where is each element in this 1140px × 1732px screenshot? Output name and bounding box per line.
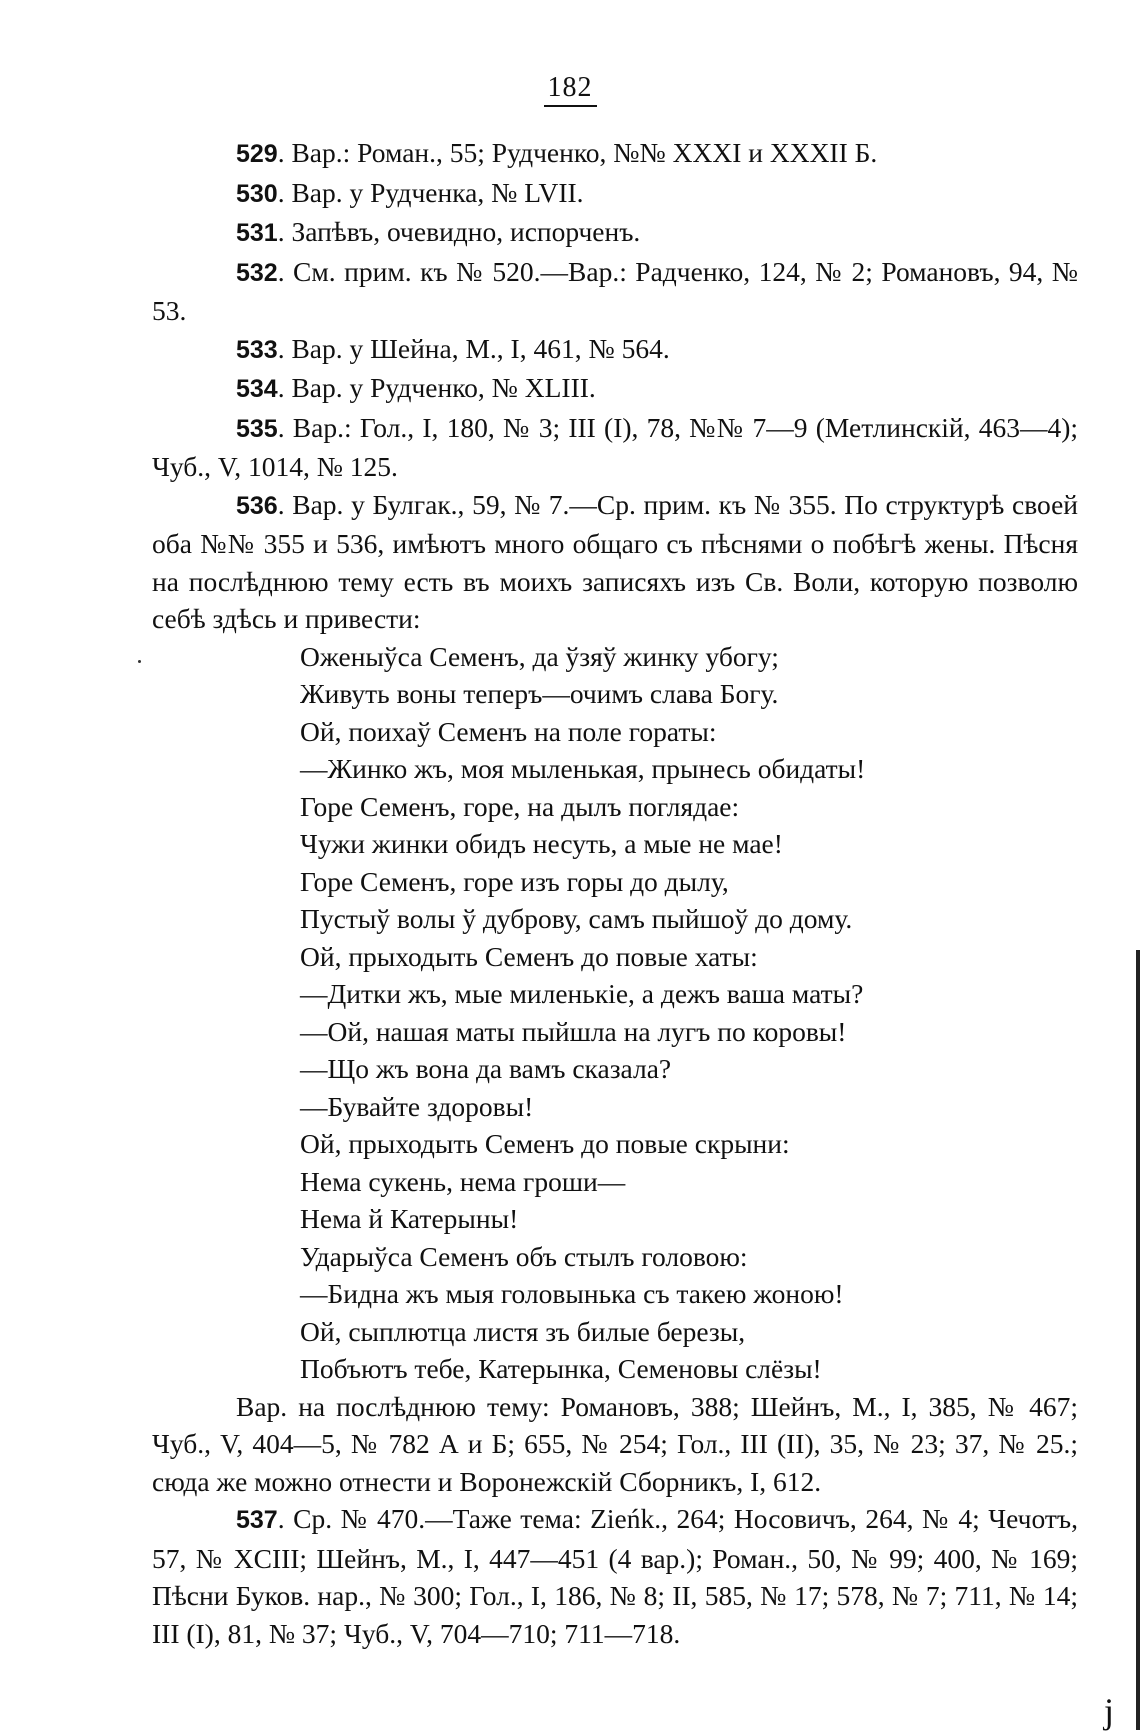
note-530: 530. Вар. у Рудченка, № LVII. (236, 176, 584, 208)
verse-line: —Жинко жъ, моя мыленькая, прынесь обидаты! (300, 753, 866, 784)
verse-line: —Ой, нашая маты пыйшла на лугъ по коровы! (300, 1015, 847, 1047)
variants-paragraph: Вар. на послѣднюю тему: Романовъ, 388; Шейнъ, М., I, 385, № 467; Чуб., V, 404—5, № 782 А и Б; 655, № 254; Гол., III (II), 35, № 23; 37, № 25.; сюда же можно отнести и Воронежскій Сборникъ, I, 612. (152, 1390, 1078, 1497)
verse-line: Ударыўса Семенъ объ стылъ головою: (300, 1240, 748, 1272)
verse-line: Ой, сыплютца листя зъ билые березы, (300, 1315, 746, 1347)
note-536: 536. Вар. у Булгак., 59, № 7.—Ср. прим. къ № 355. По структурѣ своей оба №№ 355 и 536, имѣютъ много общаго съ пѣснями о побѣгѣ жены. Пѣсня на послѣднюю тему есть въ моихъ записяхъ изъ Св. Воли, которую позволю себѣ здѣсь и привести: (152, 488, 1078, 634)
verse-line: Ой, прыходыть Семенъ до повые хаты: (300, 940, 758, 972)
verse-line: —Що жъ вона да вамъ сказала? (300, 1053, 672, 1084)
verse-line: Нема сукень, нема гроши— (300, 1165, 626, 1197)
song-verse (300, 638, 1078, 1388)
note-535: 535. Вар.: Гол., I, 180, № 3; III (I), 78, №№ 7—9 (Метлинскій, 463—4); Чуб., V, 1014, № 125. (152, 411, 1078, 482)
verse-line: Ой, прыходыть Семенъ до повые скрыни: (300, 1128, 790, 1159)
note-529: 529. Вар.: Роман., 55; Рудченко, №№ XXXI и XXXII Б. (236, 137, 878, 168)
scan-speck (138, 660, 141, 663)
note-531: 531. Запѣвъ, очевидно, испорченъ. (236, 216, 641, 247)
verse-line: Чужи жинки обидъ несуть, а мые не мае! (300, 828, 783, 859)
note-533: 533. Вар. у Шейна, М., I, 461, № 564. (236, 332, 670, 364)
corner-mark: j (1104, 1691, 1115, 1731)
verse-line: Горе Семенъ, горе, на дылъ поглядае: (300, 790, 740, 822)
verse-line: Побъютъ тебе, Катерынка, Семеновы слёзы! (300, 1353, 822, 1384)
page-number: 182 (0, 72, 1140, 104)
page-content (152, 134, 1078, 1652)
scan-border-line (1136, 950, 1140, 1730)
verse-line: —Бувайте здоровы! (300, 1090, 534, 1122)
verse-line: Ой, поихаў Семенъ на поле гораты: (300, 715, 717, 747)
note-537: 537. Ср. № 470.—Таже тема: Zieńk., 264; Носовичъ, 264, № 4; Чечотъ, 57, № XCIII; Шейнъ, М., I, 447—451 (4 вар.); Роман., 50, № 99; 400, № 169; Пѣсни Буков. нар., № 300; Гол., I, 186, № 8; II, 585, № 17; 578, № 7; 711, № 14; III (I), 81, № 37; Чуб., V, 704—710; 711—718. (152, 1503, 1078, 1649)
note-532: 532. См. прим. къ № 520.—Вар.: Радченко, 124, № 2; Романовъ, 94, № 53. (152, 255, 1078, 326)
verse-line: Горе Семенъ, горе изъ горы до дылу, (300, 865, 729, 897)
verse-line: Пустыў волы ў дуброву, самъ пыйшоў до дому. (300, 903, 853, 934)
verse-line: —Дитки жъ, мые миленькіе, а дежъ ваша маты? (300, 978, 864, 1009)
verse-line: Нема й Катерыны! (300, 1203, 519, 1234)
verse-line: Живуть воны теперъ—очимъ слава Богу. (300, 678, 779, 709)
verse-line: —Бидна жъ мыя головынька съ такею жоною! (300, 1278, 844, 1309)
verse-line: Оженыўса Семенъ, да ўзяў жинку убогу; (300, 640, 779, 672)
note-534: 534. Вар. у Рудченко, № XLIII. (236, 372, 596, 403)
